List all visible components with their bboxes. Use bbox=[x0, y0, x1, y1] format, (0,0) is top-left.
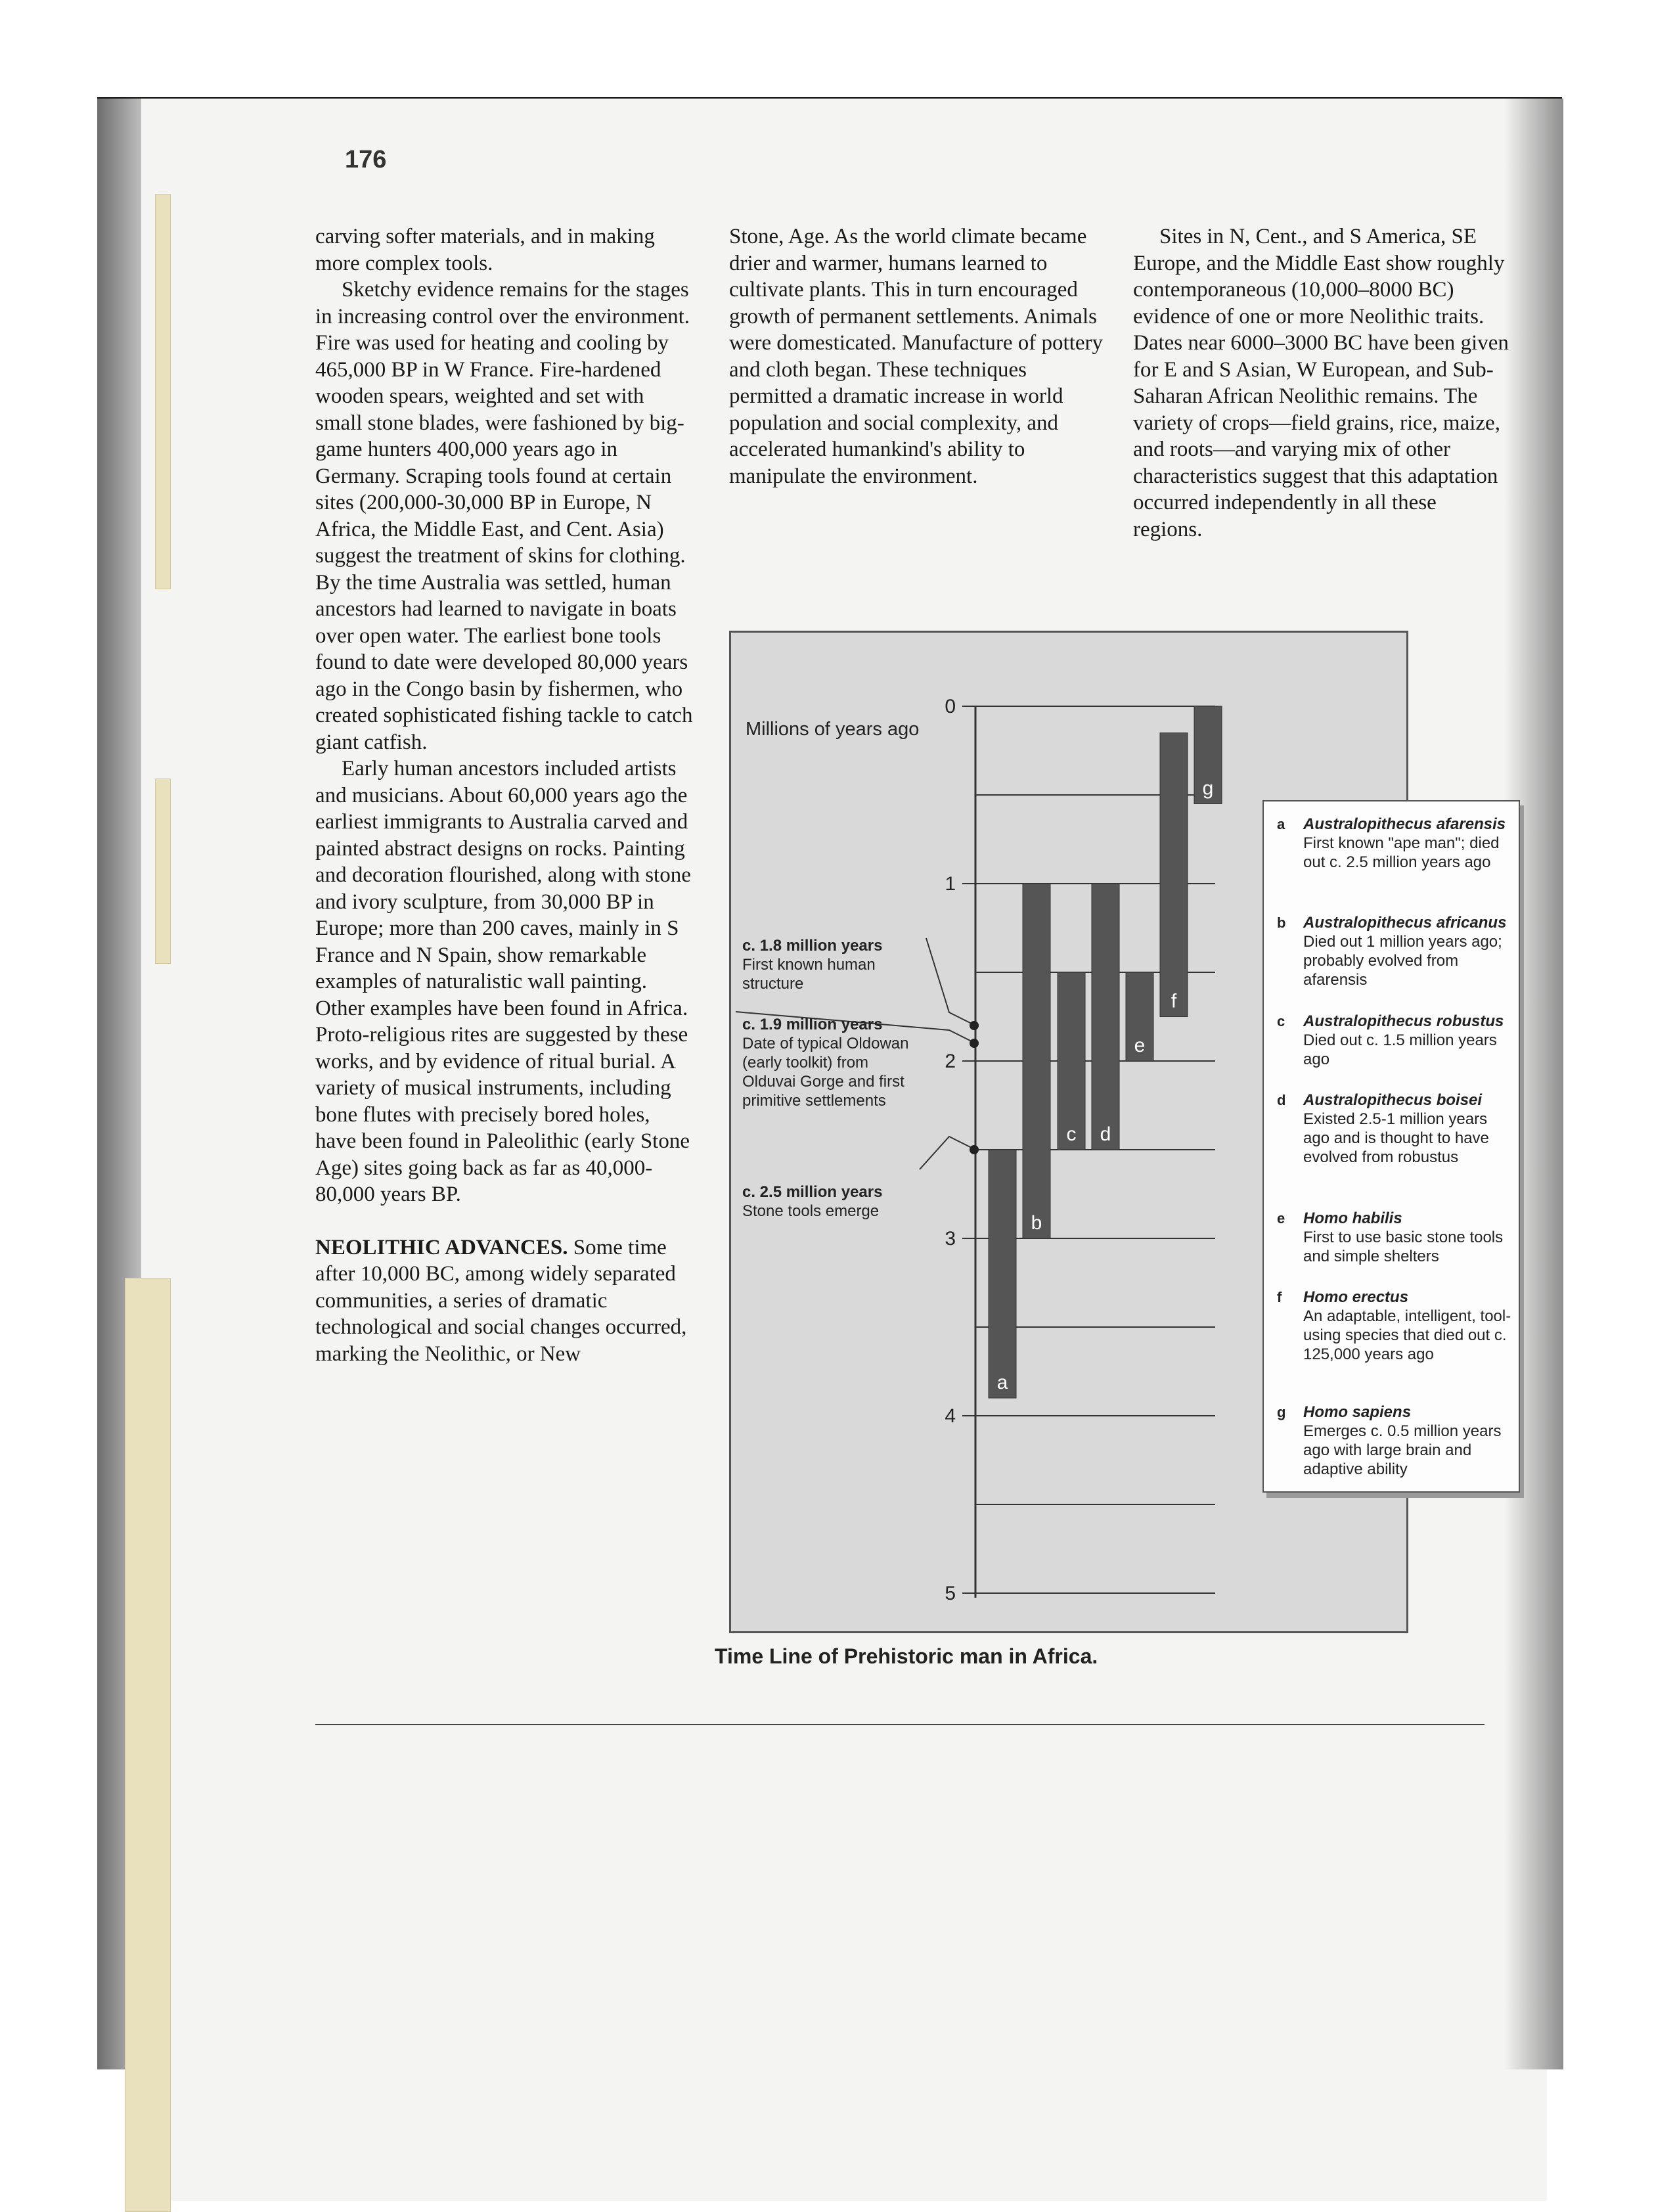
legend-item bbox=[1277, 815, 1513, 872]
tick-label: 1 bbox=[945, 873, 956, 895]
marker-dot bbox=[970, 1039, 979, 1048]
legend-letter: d bbox=[1277, 1092, 1286, 1108]
legend-name: Australopithecus robustus bbox=[1303, 1012, 1504, 1030]
species-bar bbox=[989, 1150, 1016, 1398]
legend-name: Australopithecus afarensis bbox=[1303, 815, 1506, 833]
axis-label: Millions of years ago bbox=[746, 719, 920, 740]
legend-letter: b bbox=[1277, 914, 1286, 931]
paragraph: Sites in N, Cent., and S America, SE Europe, and the Middle East show roughly contemporaneous (10,000–8000 BC) evidence of one or more Neolithic traits. Dates near 6000–3000 BC have been given for E and S Asian, W European, and Sub-Saharan African Neolithic remains. The variety of crops—field grains, rice, maize, and roots—and varying mix of other characteristics suggest that this adaptation occurred independently in all these regions. bbox=[1133, 225, 1509, 541]
section-heading: NEOLITHIC ADVANCES. bbox=[315, 1235, 568, 1259]
legend-letter: c bbox=[1277, 1013, 1285, 1029]
legend-item bbox=[1277, 1091, 1513, 1167]
legend-item bbox=[1277, 1403, 1513, 1479]
species-bar bbox=[1092, 884, 1119, 1150]
event-date: c. 1.8 million years bbox=[742, 937, 883, 955]
species-legend bbox=[1262, 800, 1520, 1493]
event-text: First known human structure bbox=[742, 956, 876, 993]
legend-desc: Died out c. 1.5 million years ago bbox=[1303, 1031, 1497, 1068]
legend-letter: a bbox=[1277, 816, 1285, 832]
legend-desc: Existed 2.5-1 million years ago and is thought to have evolved from robustus bbox=[1303, 1110, 1489, 1166]
legend-desc: An adaptable, intelligent, tool-using species that died out c. 125,000 years ago bbox=[1303, 1307, 1511, 1363]
legend-name: Homo habilis bbox=[1303, 1209, 1402, 1227]
event-text: Stone tools emerge bbox=[742, 1202, 880, 1220]
marker-leader bbox=[920, 1137, 975, 1169]
page-number: 176 bbox=[345, 146, 387, 173]
legend-item bbox=[1277, 913, 1513, 989]
legend-letter: f bbox=[1277, 1289, 1282, 1305]
tick-label: 5 bbox=[945, 1583, 956, 1604]
bar-label: e bbox=[1134, 1035, 1146, 1056]
legend-desc: Emerges c. 0.5 million years ago with large brain and adaptive ability bbox=[1303, 1422, 1502, 1478]
marker-dot bbox=[970, 1021, 979, 1030]
legend-desc: Died out 1 million years ago; probably evolved from afarensis bbox=[1303, 933, 1502, 989]
bar-label: d bbox=[1100, 1123, 1111, 1145]
event-note bbox=[742, 1183, 920, 1221]
species-bar bbox=[1160, 733, 1188, 1017]
legend-letter: g bbox=[1277, 1404, 1286, 1420]
bar-label: f bbox=[1171, 990, 1177, 1012]
event-date: c. 2.5 million years bbox=[742, 1183, 883, 1201]
footer-rule bbox=[315, 1724, 1485, 1725]
event-note bbox=[742, 936, 920, 993]
legend-letter: e bbox=[1277, 1210, 1285, 1227]
legend-item bbox=[1277, 1288, 1513, 1364]
legend-desc: First to use basic stone tools and simple shelters bbox=[1303, 1229, 1504, 1265]
paragraph: carving softer materials, and in making more complex tools. bbox=[315, 225, 655, 275]
legend-item bbox=[1277, 1012, 1513, 1069]
event-note bbox=[742, 1015, 920, 1110]
legend-name: Australopithecus boisei bbox=[1303, 1091, 1483, 1109]
tick-label: 0 bbox=[945, 696, 956, 717]
legend-item bbox=[1277, 1209, 1513, 1266]
bar-label: c bbox=[1066, 1123, 1077, 1145]
paragraph: Sketchy evidence remains for the stages in increasing control over the environment. Fire was used for heating and cooling by 465,000 BP in W France. Fire-hardened wooden spears, weighted and set with small stone blades, were fashioned by big-game hunters 400,000 years ago in Germany. Scraping tools found at certain sites (200,000-30,000 BP in Europe, N Africa, the Middle East, and Cent. Asia) suggest the treatment of skins for clothing. By the time Australia was settled, human ancestors had learned to navigate in boats over open water. The earliest bone tools found to date were developed 80,000 years ago in the Congo basin by fishermen, who created sophisticated fishing tackle to catch giant catfish. bbox=[315, 278, 693, 754]
legend-name: Homo sapiens bbox=[1303, 1403, 1412, 1421]
species-bars bbox=[989, 706, 1222, 1398]
tick-label: 2 bbox=[945, 1050, 956, 1072]
section-text: Some time after 10,000 BC, among widely separated communities, a series of dramatic technological and social changes occurred, marking the Neolithic, or New bbox=[315, 1235, 687, 1366]
tick-label: 4 bbox=[945, 1405, 956, 1427]
paragraph: Early human ancestors included artists and musicians. About 60,000 years ago the earliest immigrants to Australia carved and painted abstract designs on rocks. Painting and decoration flourished, along with stone and ivory sculpture, from 30,000 BP in Europe; more than 200 caves, mainly in S France and N Spain, show remarkable examples of naturalistic wall painting. Other examples have been found in Africa. Proto-religious rites are suggested by these works, and by evidence of ritual burial. A variety of musical instruments, including bone flutes with precisely bored holes, have been found in Paleolithic (early Stone Age) sites going back as far as 40,000-80,000 years BP. bbox=[315, 757, 691, 1206]
bar-label: a bbox=[996, 1372, 1008, 1393]
species-bar bbox=[1023, 884, 1050, 1238]
legend-name: Australopithecus africanus bbox=[1303, 914, 1507, 932]
legend-desc: First known "ape man"; died out c. 2.5 million years ago bbox=[1303, 834, 1500, 871]
bar-label: g bbox=[1202, 777, 1214, 800]
paragraph: Stone, Age. As the world climate became drier and warmer, humans learned to cultivate plants. This in turn encouraged growth of permanent settlements. Animals were domesticated. Manufacture of pottery and cloth began. These techniques permitted a dramatic increase in world population and social complexity, and accelerated humankind's ability to manipulate the environment. bbox=[729, 225, 1104, 488]
chart-caption: Time Line of Prehistoric man in Africa. bbox=[715, 1644, 1098, 1668]
marker-dot bbox=[970, 1145, 979, 1154]
event-text: Date of typical Oldowan (early toolkit) from Olduvai Gorge and first primitive settlements bbox=[742, 1035, 909, 1110]
tick-label: 3 bbox=[945, 1228, 956, 1250]
marker-leader bbox=[926, 938, 975, 1026]
bar-label: b bbox=[1031, 1212, 1042, 1234]
legend-name: Homo erectus bbox=[1303, 1288, 1409, 1306]
event-date: c. 1.9 million years bbox=[742, 1016, 883, 1033]
